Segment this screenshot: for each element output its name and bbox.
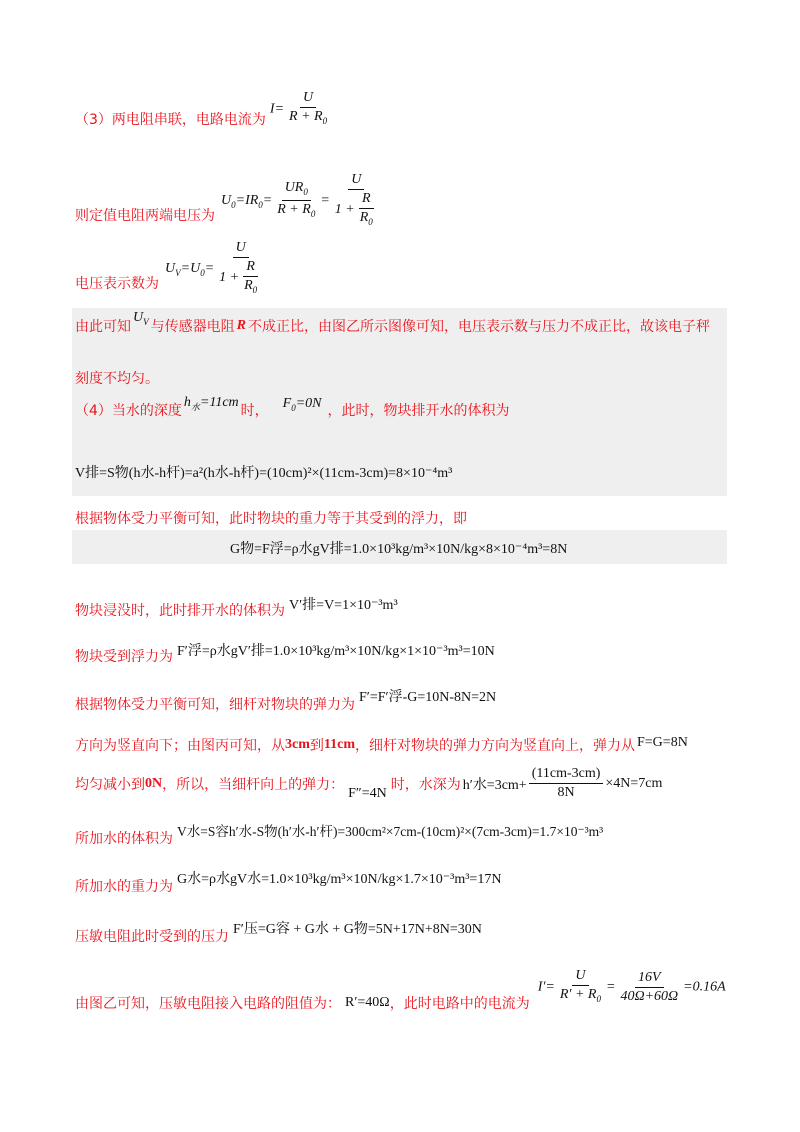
buoy-label: 物块受到浮力为 [75, 649, 173, 665]
part4-post: ，此时，物块排开水的体积为 [327, 403, 510, 419]
u0-line [75, 172, 383, 230]
depth-den: 8N [557, 785, 575, 800]
force-f0-sub: 0 [291, 402, 296, 413]
current-fraction [286, 90, 330, 129]
uv-inner-num: R [243, 259, 258, 277]
buoy-equation: F′浮=ρ水gV′排=1.0×10³kg/m³×10N/kg×1×10⁻³m³=10N [177, 644, 495, 659]
uv-symbol-sub: V [143, 316, 149, 327]
u0-f2-inner-den-sub: 0 [368, 216, 373, 227]
dir-line [75, 735, 688, 755]
uv-formula [165, 240, 267, 298]
depth-pre: 均匀减小到 [75, 776, 145, 793]
uv-eq: = [204, 261, 215, 277]
force-f0-f: F [282, 395, 292, 411]
u0-fraction1 [274, 180, 318, 223]
uv-inner-den [241, 277, 260, 298]
rod-equation: F′=F′浮-G=10N-8N=2N [359, 690, 497, 705]
submerge-equation: V′排=V=1×10⁻³m³ [289, 598, 398, 613]
addv-equation: V水=S容h′水-S物(h′水-h′杆)=300cm²×7cm-(10cm)²×(7cm-3cm)=1.7×10⁻³m³ [177, 824, 604, 839]
rod-label: 根据物体受力平衡可知，细杆对物块的弹力为 [75, 697, 355, 713]
final-eq: = [606, 979, 616, 995]
depth-post: ×4N=7cm [605, 775, 663, 791]
final-line [75, 968, 726, 1013]
water-depth-val: =11cm [199, 395, 239, 411]
addv-line [75, 820, 604, 847]
addg-line [75, 868, 502, 895]
u0-f2-num: U [348, 172, 364, 190]
final-f2-num: 16V [635, 970, 664, 988]
final-f1-den-sub: 0 [596, 993, 601, 1004]
uv-inner [241, 259, 260, 298]
u0-f1-num-text: UR [284, 179, 304, 195]
addg-equation: G水=ρ水gV水=1.0×10³kg/m³×10N/kg×1.7×10⁻³m³=17N [177, 872, 502, 887]
u0-lhs-sub: 0 [231, 199, 236, 210]
balance1-line [75, 508, 467, 528]
final-lhs: I′= [537, 979, 555, 995]
buoy-line [75, 640, 495, 665]
conclusion-post: 不成正比，由图乙所示图像可知，电压表示数与压力不成正比，故该电子秤 [247, 319, 710, 335]
final-post: =0.16A [683, 979, 726, 995]
gwu-equation: G物=F浮=ρ水gV排=1.0×10³kg/m³×10N/kg×8×10⁻⁴m³=8N [230, 542, 568, 557]
uv-lhs: U [165, 261, 176, 277]
addv-label: 所加水的体积为 [75, 831, 173, 847]
conclusion-r: R [236, 318, 246, 333]
u0-f2-inner [357, 191, 376, 230]
final-fraction1 [557, 968, 604, 1007]
u0-mid: =IR [235, 193, 259, 209]
u0-f2-inner-den [357, 209, 376, 230]
force-f0-val: =0N [295, 395, 322, 411]
u0-f2-den [332, 190, 381, 230]
vpai-line [75, 462, 452, 482]
u0-label: 则定值电阻两端电压为 [75, 207, 215, 224]
submerge-line [75, 594, 398, 619]
part4-line [75, 395, 510, 420]
current-lhs: I= [269, 101, 285, 117]
dir-b1: 3cm [285, 737, 310, 752]
final-r: R′=40Ω [345, 995, 390, 1011]
final-f1-den [557, 986, 604, 1007]
water-depth [184, 395, 239, 413]
uv-inner-den-sub: 0 [252, 284, 258, 295]
depth-force: F″=4N [348, 785, 387, 801]
uv-mid-sub: 0 [200, 267, 205, 278]
u0-formula [221, 172, 383, 230]
u0-f2-inner-den-text: R [359, 210, 369, 225]
part3-label: （3）两电阻串联，电路电流为 [75, 112, 266, 129]
u0-eq2: = [320, 193, 330, 209]
final-label: 由图乙可知，压敏电阻接入电路的阻值为： [75, 996, 341, 1013]
dir-text1: 方向为竖直向下；由图丙可知，从 [75, 738, 285, 754]
water-depth-h: h [183, 395, 191, 411]
final-formula [538, 968, 726, 1007]
conclusion-mid: 与传感器电阻 [150, 319, 235, 335]
uv-inner-den-text: R [244, 278, 253, 293]
force-f0 [283, 396, 322, 413]
dir-text3: ，细杆对物块的弹力方向为竖直向上，弹力从 [355, 738, 635, 754]
submerge-label: 物块浸没时，此时排开水的体积为 [75, 603, 285, 619]
u0-lhs: U [221, 193, 232, 209]
depth-b1: 0N [145, 775, 163, 791]
depth-line [75, 766, 662, 801]
conclusion-pre: 由此可知 [75, 319, 131, 335]
press-equation: F′压=G容 + G水 + G物=5N+17N+8N=30N [233, 922, 482, 937]
dir-equation: F=G=8N [637, 735, 688, 750]
water-depth-sub: 水 [190, 401, 200, 412]
uv-line [75, 240, 267, 298]
u0-f2-inner-num: R [359, 191, 374, 209]
conclusion-line2-text: 刻度不均匀。 [75, 371, 159, 387]
uv-den-pre: 1 + [219, 270, 240, 286]
depth-mid: ，所以，当细杆向上的弹力： [162, 776, 345, 793]
uv-num: U [233, 240, 249, 258]
u0-f1-num [282, 180, 311, 202]
u0-f1-num-sub: 0 [303, 186, 308, 197]
current-formula [270, 90, 332, 129]
addg-label: 所加水的重力为 [75, 879, 173, 895]
balance1-label: 根据物体受力平衡可知，此时物块的重力等于其受到的浮力，即 [75, 511, 467, 527]
current-num: U [300, 90, 316, 108]
u0-f1-den-sub: 0 [310, 209, 316, 220]
conclusion-line2 [75, 368, 159, 388]
depth-fraction [529, 766, 604, 801]
u0-f1-den-text: R + R [277, 202, 311, 218]
gwu-line [230, 538, 567, 558]
u0-f2-den-pre: 1 + [334, 202, 355, 218]
part3-line [75, 90, 332, 139]
depth-num: (11cm-3cm) [529, 766, 604, 784]
uv-mid: =U [180, 261, 201, 277]
depth-mid2: 时，水深为 [390, 776, 461, 793]
part4-label: （4）当水的深度 [75, 403, 182, 419]
part4-mid: 时， [240, 403, 269, 419]
u0-f1-den [274, 201, 318, 222]
current-den [286, 108, 330, 129]
rod-line [75, 686, 497, 713]
vpai-equation: V排=S物(h水-h杆)=a²(h水-h杆)=(10cm)²×(11cm-3cm)=8×10⁻⁴m³ [75, 466, 453, 481]
u0-eq: = [262, 193, 273, 209]
dir-b2: 11cm [323, 737, 355, 752]
uv-lhs-sub: V [175, 267, 181, 278]
press-label: 压敏电阻此时受到的压力 [75, 929, 229, 945]
uv-den [216, 258, 265, 298]
dir-text2: 到 [309, 738, 324, 754]
final-fraction2 [617, 970, 681, 1005]
uv-label: 电压表示数为 [75, 275, 159, 292]
final-f1-num: U [572, 968, 588, 986]
current-den-sub: 0 [322, 115, 328, 126]
final-mid: ，此时电路中的电流为 [389, 996, 530, 1013]
u0-fraction2 [332, 172, 381, 230]
u0-mid-sub: 0 [258, 199, 263, 210]
uv-symbol-text: U [133, 309, 144, 325]
uv-fraction [216, 240, 265, 298]
final-f2-den: 40Ω+60Ω [620, 988, 679, 1004]
final-f1-den-text: R′ + R [559, 987, 597, 1002]
current-den-text: R + R [289, 109, 323, 124]
depth-h: h′水=3cm+ [462, 777, 527, 793]
press-line [75, 918, 482, 945]
conclusion-line1 [75, 309, 710, 336]
uv-symbol [133, 310, 149, 327]
